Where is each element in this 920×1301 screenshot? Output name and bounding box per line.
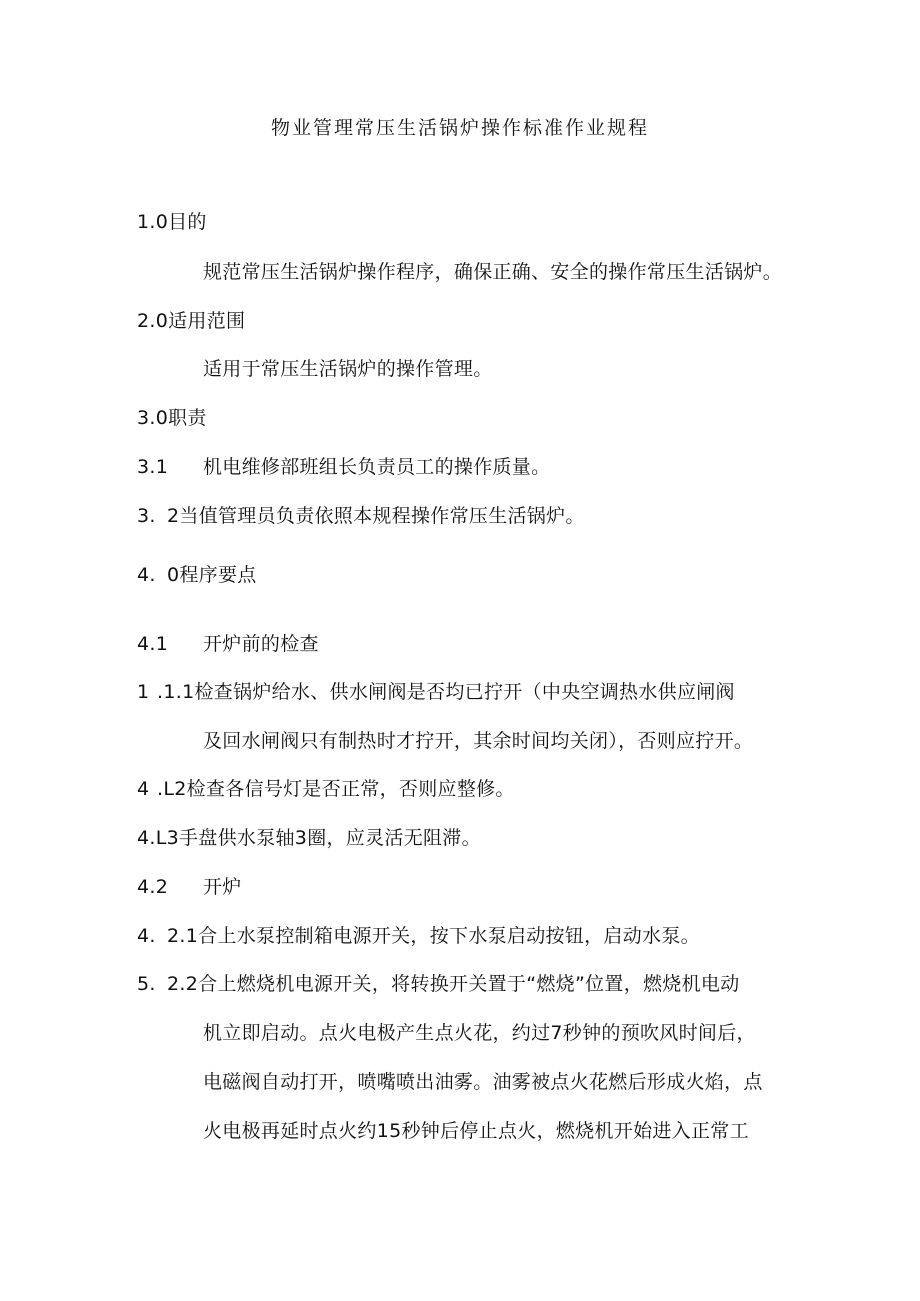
section-4-1-number: 4.1 <box>137 633 169 655</box>
section-4-2-1-number: 4. <box>137 925 156 947</box>
document-title: 物业管理常压生活锅炉操作标准作业规程 <box>270 117 649 139</box>
section-4-1-2-number: 4 <box>137 778 150 800</box>
section-4-2-text: 开炉 <box>203 876 242 898</box>
section-4-1-text: 开炉前的检查 <box>203 633 319 655</box>
section-3-heading: 3.0职责 <box>137 407 207 429</box>
section-4-text: 0程序要点 <box>167 564 257 586</box>
section-5-2-2-text: 2.2合上燃烧机电源开关，将转换开关置于“燃烧”位置，燃烧机电动 <box>167 973 740 995</box>
section-5-2-2-continuation-3: 火电极再延时点火约15秒钟后停止点火，燃烧机开始进入正常工 <box>203 1120 749 1142</box>
section-1-heading: 1.0目的 <box>137 211 207 233</box>
section-4-2-number: 4.2 <box>137 876 169 898</box>
section-3-1-number: 3.1 <box>137 456 169 478</box>
section-5-2-2-number: 5. <box>137 973 156 995</box>
section-4-1-1-text: .1.1检查锅炉给水、供水闸阀是否均已拧开（中央空调热水供应闸阀 <box>157 681 735 703</box>
section-2-body: 适用于常压生活锅炉的操作管理。 <box>203 358 493 380</box>
section-2-heading: 2.0适用范围 <box>137 310 246 332</box>
section-4-number: 4. <box>137 564 156 586</box>
section-3-1-text: 机电维修部班组长负责员工的操作质量。 <box>203 456 551 478</box>
section-3-2-text: 2当值管理员负责依照本规程操作常压生活锅炉。 <box>167 505 585 527</box>
section-4-1-3-text: 4.L3手盘供水泵轴3圈，应灵活无阻滞。 <box>137 827 481 849</box>
section-5-2-2-continuation-1: 机立即启动。点火电极产生点火花，约过7秒钟的预吹风时间后， <box>203 1022 756 1044</box>
section-5-2-2-continuation-2: 电磁阀自动打开，喷嘴喷出油雾。油雾被点火花燃后形成火焰，点 <box>203 1071 763 1093</box>
section-1-body: 规范常压生活锅炉操作程序，确保正确、安全的操作常压生活锅炉。 <box>203 261 783 283</box>
section-4-1-1-number: 1 <box>137 681 150 703</box>
section-4-1-1-continuation: 及回水闸阀只有制热时才拧开，其余时间均关闭），否则应拧开。 <box>203 730 754 752</box>
section-3-2-number: 3. <box>137 505 156 527</box>
section-4-1-2-text: .L2检查各信号灯是否正常，否则应整修。 <box>157 778 515 800</box>
section-4-2-1-text: 2.1合上水泵控制箱电源开关，按下水泵启动按钮，启动水泵。 <box>167 925 700 947</box>
